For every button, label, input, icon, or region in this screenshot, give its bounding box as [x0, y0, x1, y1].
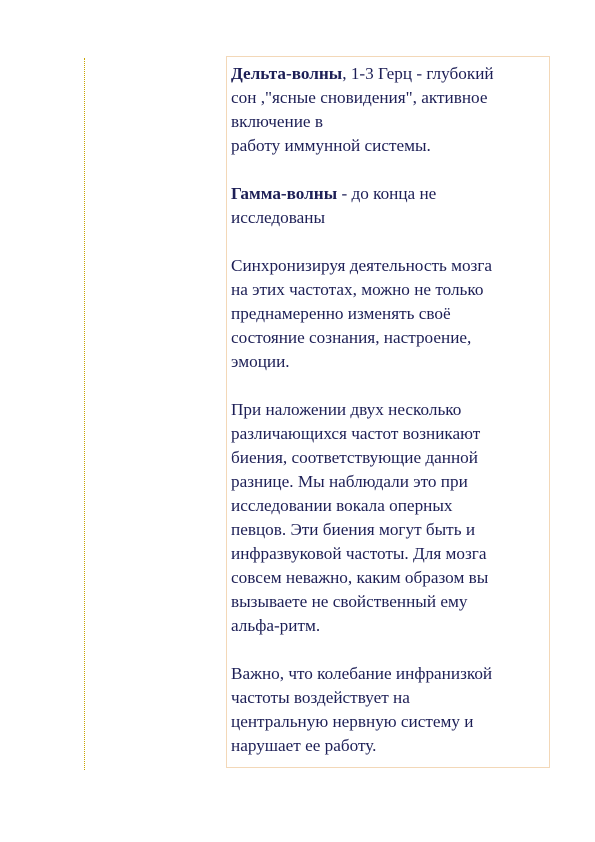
- margin-dotted-rule: [84, 58, 85, 770]
- text-line: совсем неважно, каким образом вы: [231, 568, 489, 587]
- paragraph-synchronization: [231, 254, 545, 374]
- line-text: - до конца не: [337, 184, 437, 203]
- text-line: центральную нервную систему и: [231, 712, 474, 731]
- text-line: частоты воздействует на: [231, 688, 410, 707]
- text-line: [231, 62, 545, 86]
- text-frame: [226, 56, 550, 768]
- paragraph-infralow: [231, 662, 545, 758]
- text-line: [231, 182, 545, 206]
- text-line: разнице. Мы наблюдали это при: [231, 472, 468, 491]
- text-line: вызываете не свойственный ему: [231, 592, 468, 611]
- text-line: различающихся частот возникают: [231, 424, 481, 443]
- text-line: эмоции.: [231, 352, 290, 371]
- text-line: включение в: [231, 112, 323, 131]
- paragraph-gamma-waves: [231, 182, 545, 230]
- text-line: на этих частотах, можно не только: [231, 280, 484, 299]
- text-line: работу иммунной системы.: [231, 136, 431, 155]
- text-line: альфа-ритм.: [231, 616, 321, 635]
- text-line: нарушает ее работу.: [231, 736, 377, 755]
- term-gamma-waves: Гамма-волны: [231, 184, 338, 203]
- text-line: исследовании вокала оперных: [231, 496, 453, 515]
- text-line: При наложении двух несколько: [231, 400, 462, 419]
- paragraph-beats: [231, 398, 545, 638]
- term-delta-waves: Дельта-волны: [231, 64, 343, 83]
- text-line: состояние сознания, настроение,: [231, 328, 472, 347]
- text-line: Синхронизируя деятельность мозга: [231, 256, 493, 275]
- line-text: , 1-3 Герц - глубокий: [342, 64, 494, 83]
- text-line: биения, соответствующие данной: [231, 448, 478, 467]
- text-line: Важно, что колебание инфранизкой: [231, 664, 493, 683]
- paragraph-delta-waves: [231, 62, 545, 158]
- text-line: певцов. Эти биения могут быть и: [231, 520, 476, 539]
- text-line: сон ,"ясные сновидения", активное: [231, 88, 488, 107]
- text-line: исследованы: [231, 208, 326, 227]
- text-line: преднамеренно изменять своё: [231, 304, 451, 323]
- text-line: инфразвуковой частоты. Для мозга: [231, 544, 487, 563]
